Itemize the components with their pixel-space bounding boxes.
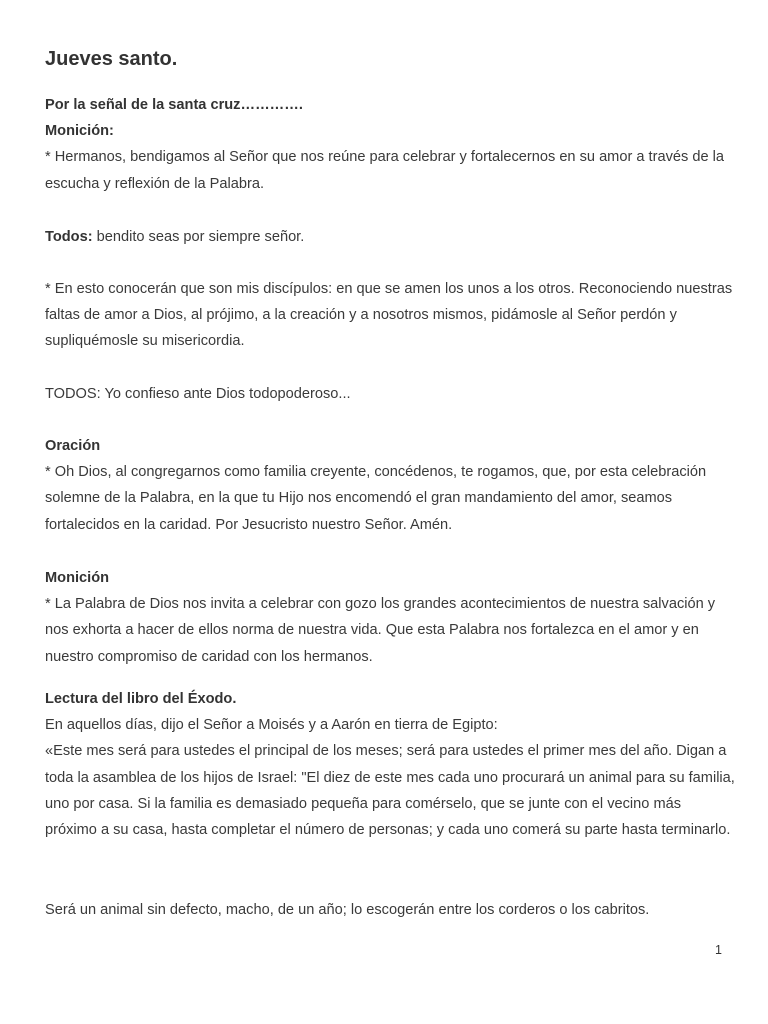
lectura-section	[45, 686, 735, 843]
todos-response-text: bendito seas por siempre señor.	[92, 229, 305, 245]
monicion-text: * Hermanos, bendigamos al Señor que nos reúne para celebrar y fortalecernos en su amor a través de la escucha y reflexión de la Palabra.	[45, 149, 724, 192]
opening-section	[45, 92, 735, 197]
sign-of-cross-line: Por la señal de la santa cruz………….	[45, 97, 303, 113]
oracion-heading: Oración	[45, 438, 101, 454]
lectura-intro: En aquellos días, dijo el Señor a Moisés y a Aarón en tierra de Egipto:	[45, 717, 498, 734]
confiteor-section	[45, 381, 735, 407]
confiteor-text: TODOS: Yo confieso ante Dios todopoderoso...	[45, 386, 351, 402]
monicion2-section	[45, 565, 735, 670]
page-title: Jueves santo.	[45, 48, 178, 70]
monicion2-text: * La Palabra de Dios nos invita a celebrar con gozo los grandes acontecimientos de nuestra salvación y nos exhorta a hacer de ellos norma de nuestra vida. Que esta Palabra nos fortalezca en el amor y en nuestro compromiso de caridad con los hermanos.	[45, 596, 716, 665]
page-number: 1	[715, 943, 722, 957]
lectura-text: «Este mes será para ustedes el principal de los meses; será para ustedes el primer mes del año. Digan a toda la asamblea de los hijos de Israel: "El diez de este mes cada uno procurará un animal para su familia, uno por casa. Si la familia es demasiado pequeña para comérselo, que se junte con el vecino más próximo a su casa, hasta completar el número de personas; y cada uno comerá su parte hasta terminarlo.	[45, 743, 735, 839]
oracion-text: * Oh Dios, al congregarnos como familia creyente, concédenos, te rogamos, que, por esta celebración solemne de la Palabra, en la que tu Hijo nos encomendó el gran mandamiento del amor, seamos fortalecidos en la caridad. Por Jesucristo nuestro Señor. Amén.	[45, 464, 707, 533]
monicion2-heading: Monición	[45, 570, 110, 586]
lectura-text-2: Será un animal sin defecto, macho, de un año; lo escogerán entre los corderos o los cabritos.	[45, 902, 650, 918]
todos-response	[45, 224, 735, 250]
penitential-text: * En esto conocerán que son mis discípulos: en que se amen los unos a los otros. Reconociendo nuestras faltas de amor a Dios, al prójimo, a la creación y a nosotros mismos, pidámosle al Señor perdón y supliquémosle su misericordia.	[45, 281, 733, 350]
lectura-heading: Lectura del libro del Éxodo.	[45, 691, 237, 707]
monicion-heading: Monición:	[45, 123, 114, 140]
penitential-section	[45, 276, 735, 355]
lectura-continuation	[45, 897, 735, 923]
todos-label: Todos:	[45, 229, 93, 245]
oracion-section	[45, 433, 735, 538]
